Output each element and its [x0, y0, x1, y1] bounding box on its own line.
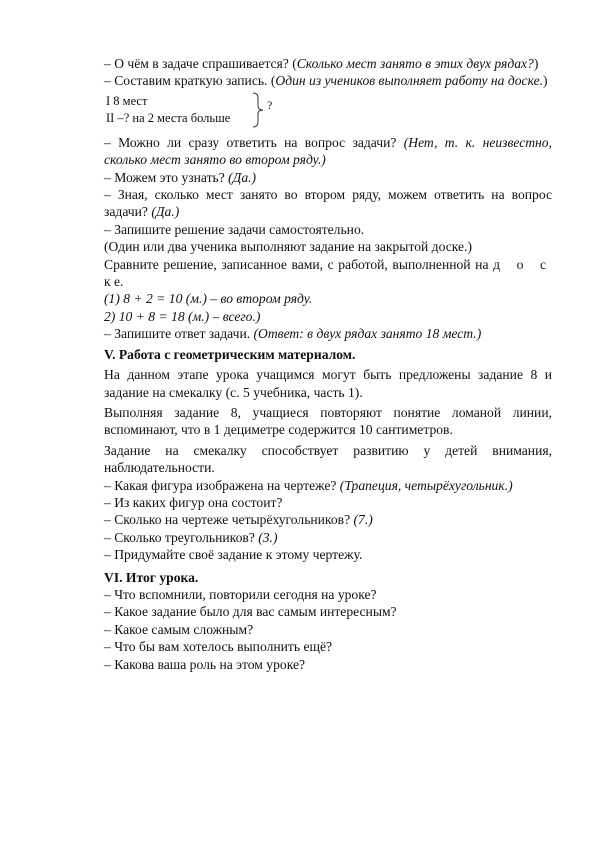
text-spaced: д о с [493, 256, 552, 272]
curly-brace-icon [252, 92, 264, 128]
question-composition: – Из каких фигур она состоит? [104, 494, 283, 510]
text: – Сколько на чертеже четырёхугольников? [104, 512, 354, 528]
answer-italic: (Да.) [151, 204, 180, 220]
answer-italic: (Да.) [228, 169, 257, 185]
paragraph-task-8: Выполняя задание 8, учащиеся повторяют понятие ломаной линии, вспоминают, что в 1 дециметре содержится 10 сантиметров. [104, 404, 552, 438]
question-triangles [104, 529, 552, 546]
instruction-write-solution: – Запишите решение задачи самостоятельно. [104, 221, 365, 237]
text: – Составим краткую запись. ( [104, 73, 276, 89]
reflection-question-2: – Какое задание было для вас самым интересным? [104, 604, 397, 620]
text: – О чём в задаче спрашивается? ( [104, 56, 297, 71]
note-board-work: (Один или два ученика выполняют задание на закрытой доске.) [104, 239, 472, 255]
text: – Какая фигура изображена на чертеже? [104, 477, 340, 493]
solution-step-1: (1) 8 + 2 = 10 (м.) – во втором ряду. [104, 291, 313, 307]
question-can-find [104, 169, 552, 186]
instruction-own-task: – Придумайте своё задание к этому чертежу. [104, 547, 363, 563]
section-heading-v: V. Работа с геометрическим материалом. [104, 346, 356, 362]
question-knowing-second-row [104, 186, 552, 221]
text: ) [533, 56, 539, 71]
instruction-compare-cont: к е. [104, 274, 124, 290]
reflection-question-3: – Какое самым сложным? [104, 621, 254, 637]
reflection-question-4: – Что бы вам хотелось выполнить ещё? [104, 639, 333, 655]
instruction-write-answer [104, 325, 552, 342]
brace-question-mark: ? [267, 97, 273, 112]
answer-italic: (Нет, т. к. неизвестно, сколько мест занято во втором ряду.) [104, 134, 552, 168]
text: – Зная, сколько мест занято во втором ряду, можем ответить на вопрос задачи? [104, 187, 552, 220]
answer-italic: Один из учеников выполняет работу на доске. [275, 73, 544, 89]
solution-step-2: 2) 10 + 8 = 18 (м.) – всего.) [104, 308, 261, 324]
text: Сравните решение, записанное вами, с работой, выполненной на [104, 256, 494, 272]
short-record-diagram [104, 92, 552, 132]
document-page [104, 55, 552, 673]
answer-italic: (Трапеция, четырёхугольник.) [339, 477, 513, 493]
question-answer-directly [104, 134, 552, 169]
question-quadrilaterals [104, 511, 552, 528]
instruction-compare [104, 256, 552, 273]
text: ) [543, 73, 548, 89]
answer-italic: (7.) [353, 512, 373, 528]
instruction-short-record [104, 72, 552, 89]
reflection-question-1: – Что вспомнили, повторили сегодня на уроке? [104, 586, 377, 602]
text: – Можем это узнать? [104, 169, 229, 185]
question-what-asked [104, 55, 552, 72]
section-heading-vi: VI. Итог урока. [104, 569, 199, 585]
answer-italic: Сколько мест занято в этих двух рядах? [296, 56, 534, 71]
paragraph-stage: На данном этапе урока учащимся могут быть предложены задание 8 и задание на смекалку (с. 5 учебника, часть 1). [104, 367, 552, 400]
text: – Сколько треугольников? [104, 529, 259, 545]
question-figure [104, 477, 552, 494]
short-record-row-1: I 8 мест [106, 93, 148, 108]
text: – Запишите ответ задачи. [104, 326, 254, 342]
answer-italic: (Ответ: в двух рядах занято 18 мест.) [253, 326, 482, 342]
paragraph-riddle-task: Задание на смекалку способствует развитию у детей внимания, наблюдательности. [104, 442, 552, 476]
short-record-row-2: II –? на 2 места больше [106, 110, 231, 125]
text: – Можно ли сразу ответить на вопрос задачи? [104, 134, 404, 150]
answer-italic: (3.) [258, 529, 278, 545]
reflection-question-5: – Какова ваша роль на этом уроке? [104, 656, 306, 672]
